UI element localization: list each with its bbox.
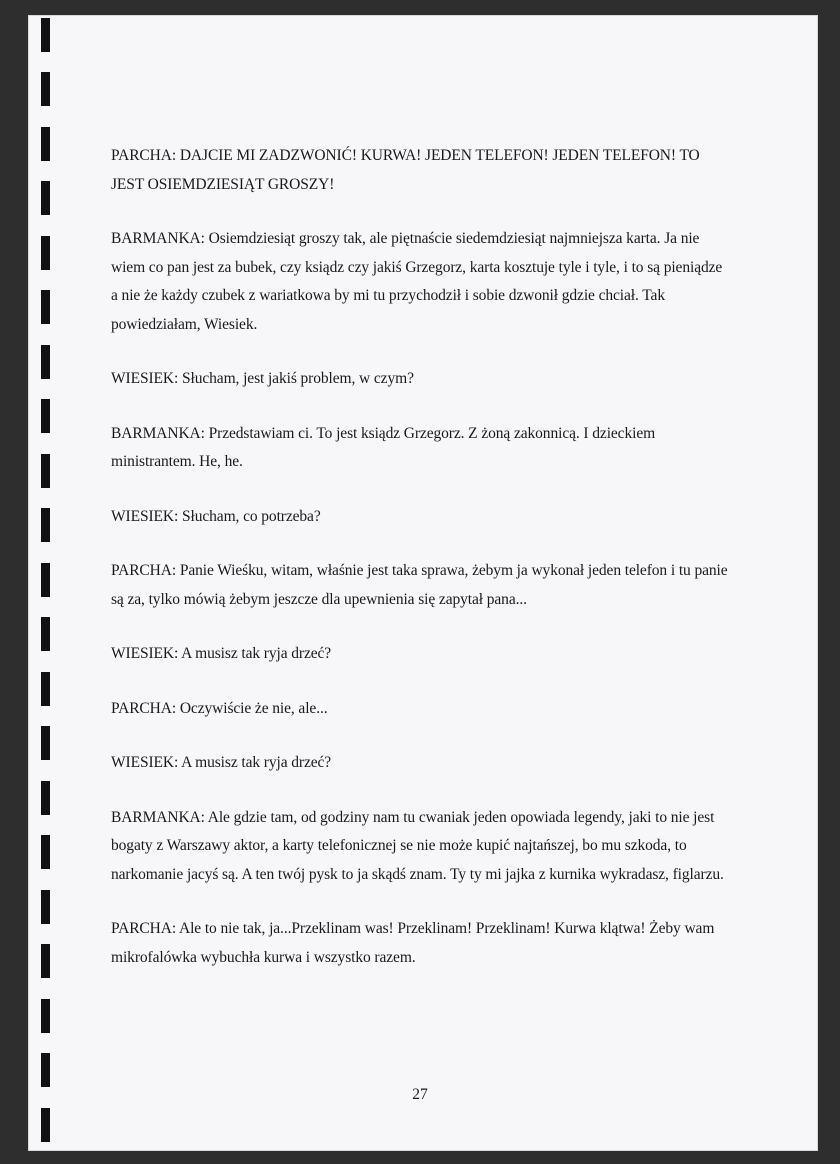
- dialogue-paragraph: WIESIEK: Słucham, jest jakiś problem, w czym?: [111, 370, 414, 387]
- binding-hole: [41, 18, 50, 52]
- dialogue-paragraph: BARMANKA: Przedstawiam ci. To jest ksiądz Grzegorz. Z żoną zakonnicą. I dzieckiem ministrantem. He, he.: [111, 424, 656, 470]
- binding-hole: [41, 345, 50, 379]
- dialogue-paragraph: WIESIEK: A musisz tak ryja drzeć?: [111, 754, 332, 771]
- binding-hole: [41, 781, 50, 815]
- binding-hole: [41, 236, 50, 270]
- binding-hole: [41, 1108, 50, 1142]
- dialogue-paragraph: BARMANKA: Osiemdziesiąt groszy tak, ale piętnaście siedemdziesiąt najmniejsza karta. Ja nie wiem co pan jest za bubek, czy ksiądz czy jakiś Grzegorz, karta kosztuje tyle i tyle, i to są pieniądze a nie że każdy czubek z wariatkowa by mi tu przychodził i sobie dzwonił gdzie chciał. Tak powiedziałam, Wiesiek.: [111, 230, 723, 333]
- binding-hole: [41, 1053, 50, 1087]
- binding-hole: [41, 999, 50, 1033]
- dialogue-paragraph: WIESIEK: Słucham, co potrzeba?: [111, 507, 321, 525]
- binding-hole: [41, 835, 50, 869]
- binding-hole: [41, 563, 50, 597]
- binding-hole: [41, 508, 50, 542]
- binding-hole: [41, 726, 50, 760]
- binding-hole: [41, 127, 50, 161]
- page-number: 27: [412, 1086, 428, 1103]
- dialogue-paragraph: BARMANKA: Ale gdzie tam, od godziny nam tu cwaniak jeden opowiada legendy, jaki to nie jest bogaty z Warszawy aktor, a karty telefonicznej se nie może kupić najtańszej, bo mu szkoda, to narkomanie jacyś są. A ten twój pysk to ja skądś znam. Ty ty mi jajka z kurnika wykradasz, figlarzu.: [111, 808, 724, 883]
- dialogue-paragraph: PARCHA: Panie Wieśku, witam, właśnie jest taka sprawa, żebym ja wykonał jeden telefon i tu panie są za, tylko mówią żebym jeszcze dla upewnienia się zapytał pana...: [111, 562, 728, 608]
- binding-hole: [41, 399, 50, 433]
- binding-hole: [41, 890, 50, 924]
- binding-hole: [41, 72, 50, 106]
- script-text: [111, 142, 731, 998]
- binding-hole: [41, 290, 50, 324]
- dialogue-paragraph: PARCHA: DAJCIE MI ZADZWONIĆ! KURWA! JEDEN TELEFON! JEDEN TELEFON! TO JEST OSIEMDZIESIĄT GROSZY!: [111, 147, 700, 193]
- spiral-binding: [0, 0, 60, 1164]
- dialogue-paragraph: WIESIEK: A musisz tak ryja drzeć?: [111, 645, 332, 662]
- binding-hole: [41, 181, 50, 215]
- binding-hole: [41, 454, 50, 488]
- binding-hole: [41, 944, 50, 978]
- binding-hole: [41, 617, 50, 651]
- dialogue-paragraph: PARCHA: Ale to nie tak, ja...Przeklinam was! Przeklinam! Przeklinam! Kurwa klątwa! Żeby wam mikrofalówka wybuchła kurwa i wszystko razem.: [111, 920, 715, 966]
- dialogue-paragraph: PARCHA: Oczywiście że nie, ale...: [111, 699, 328, 717]
- binding-hole: [41, 672, 50, 706]
